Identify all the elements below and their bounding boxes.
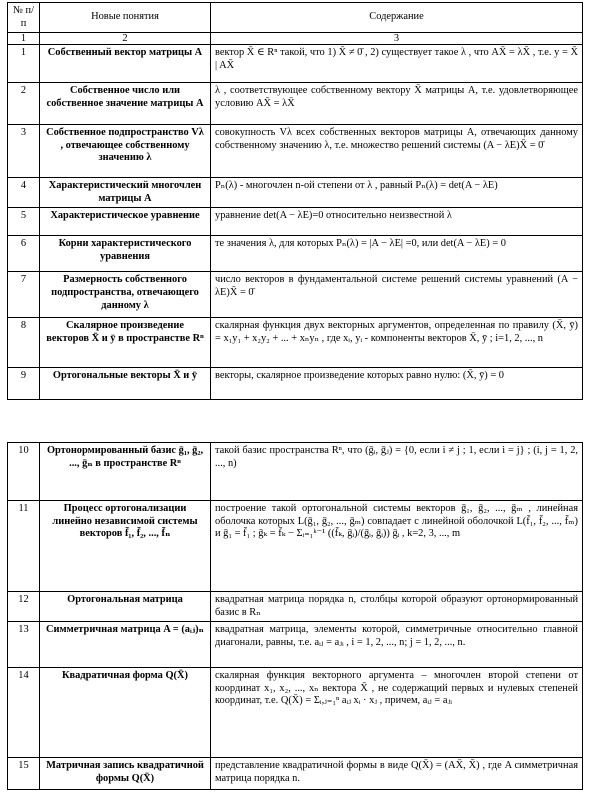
row-number: 14 [8, 668, 40, 758]
concept-definition: число векторов в фундаментальной системе решений системы уравнений (A − λE)X̄ = 0̄ [211, 272, 583, 318]
concept-definition: квадратная матрица порядка n, столбцы которой образуют ортонормированный базис в Rₙ [211, 592, 583, 622]
definitions-table-1 [7, 2, 583, 400]
concept-definition: уравнение det(A − λE)=0 относительно неизвестной λ [211, 208, 583, 236]
column-index: 1 [8, 33, 40, 45]
concept-term: Ортогональная матрица [40, 592, 211, 622]
table-header-row [8, 3, 583, 33]
definitions-table-2 [7, 442, 583, 790]
table-row [8, 236, 583, 272]
table-row [8, 758, 583, 790]
row-number: 10 [8, 443, 40, 501]
row-number: 2 [8, 83, 40, 125]
row-number: 5 [8, 208, 40, 236]
concept-definition: построение такой ортогональной системы векторов ḡ₁, ḡ₂, ..., ḡₘ , линейная оболочка которых L(ḡ₁, ḡ₂, ..., ḡₘ) совпадает с линейной оболочкой L(f̄₁, f̄₂, ..., f̄ₘ) и ḡ₁ = f̄₁ ; ḡₖ = f̄ₖ − Σᵢ₌₁ᵏ⁻¹ ((f̄ₖ, ḡᵢ)/(ḡᵢ, ḡᵢ)) ḡᵢ , k=2, 3, ..., m [211, 501, 583, 592]
concept-term: Ортогональные векторы X̄ и ȳ [40, 368, 211, 400]
concept-definition: те значения λ, для которых Pₙ(λ) = |A − λE| =0, или det(A − λE) = 0 [211, 236, 583, 272]
concept-definition: вектор X̄ ∈ Rⁿ такой, что 1) X̄ ≠ 0̄ , 2) существует такое λ , что AX̄ = λX̄ , т.е. y = X̄ | AX̄ [211, 45, 583, 83]
table-row [8, 501, 583, 592]
table-row [8, 83, 583, 125]
table-row [8, 622, 583, 668]
concept-definition: λ , соответствующее собственному вектору X̄ матрицы A, т.е. удовлетворяющее условию AX̄ = λX̄ [211, 83, 583, 125]
table-row [8, 208, 583, 236]
concept-definition: квадратная матрица, элементы которой, симметричные относительно главной диагонали, равны, т.е. aᵢⱼ = aⱼᵢ , i = 1, 2, ..., n; j = 1, 2, ..., n. [211, 622, 583, 668]
concept-term: Матричная запись квадратичной формы Q(X̄) [40, 758, 211, 790]
row-number: 3 [8, 125, 40, 178]
row-number: 8 [8, 318, 40, 368]
table-row [8, 318, 583, 368]
concept-definition: скалярная функция двух векторных аргументов, определенная по правилу (X̄, ȳ) = x₁y₁ + x₂y₂ + ... + xₙyₙ , где xᵢ, yᵢ - компоненты векторов X̄, ȳ ; i=1, 2, ..., n [211, 318, 583, 368]
concept-term: Процесс ортогонализации линейно независимой системы векторов f̄₁, f̄₂, ..., f̄ₙ [40, 501, 211, 592]
row-number: 11 [8, 501, 40, 592]
concept-term: Корни характеристического уравнения [40, 236, 211, 272]
table-row [8, 592, 583, 622]
concept-term: Симметричная матрица A = (aᵢⱼ)ₙ [40, 622, 211, 668]
concept-term: Ортонормированный базис ḡ₁, ḡ₂, ..., ḡₙ в пространстве Rⁿ [40, 443, 211, 501]
row-number: 7 [8, 272, 40, 318]
concept-definition: скалярная функция векторного аргумента – многочлен второй степени от координат x₁, x₂, ..., xₙ вектора X̄ , не содержащий первых и нулевых степеней координат, т.е. Q(X̄) = Σᵢ,ⱼ₌₁ⁿ aᵢⱼ xᵢ · xⱼ , причем, aᵢⱼ = aⱼᵢ [211, 668, 583, 758]
table-row [8, 668, 583, 758]
column-index: 2 [40, 33, 211, 45]
table-row [8, 125, 583, 178]
concept-term: Характеристическое уравнение [40, 208, 211, 236]
concept-definition: такой базис пространства Rⁿ, что (ḡᵢ, ḡⱼ) = {0, если i ≠ j ; 1, если i = j} ; (i, j = 1, 2, ..., n) [211, 443, 583, 501]
concept-term: Собственный вектор матрицы A [40, 45, 211, 83]
concept-definition: представление квадратичной формы в виде Q(X̄) = (AX̄, X̄) , где A симметричная матрица порядка n. [211, 758, 583, 790]
column-index: 3 [211, 33, 583, 45]
concept-definition: векторы, скалярное произведение которых равно нулю: (X̄, ȳ) = 0 [211, 368, 583, 400]
table-row [8, 443, 583, 501]
concept-definition: совокупность Vλ всех собственных векторов матрицы A, отвечающих данному собственному значению λ, т.е. множество решений системы (A − λE)X̄ = 0̄ [211, 125, 583, 178]
table-row [8, 272, 583, 318]
row-number: 4 [8, 178, 40, 208]
row-number: 12 [8, 592, 40, 622]
row-number: 15 [8, 758, 40, 790]
concept-term: Квадратичная форма Q(X̄) [40, 668, 211, 758]
concept-term: Собственное подпространство Vλ , отвечающее собственному значению λ [40, 125, 211, 178]
concept-term: Скалярное произведение векторов X̄ и ȳ в пространстве Rⁿ [40, 318, 211, 368]
row-number: 6 [8, 236, 40, 272]
header-concepts: Новые понятия [40, 3, 211, 33]
table-row [8, 178, 583, 208]
row-number: 9 [8, 368, 40, 400]
row-number: 13 [8, 622, 40, 668]
row-number: 1 [8, 45, 40, 83]
concept-term: Характеристический многочлен матрицы A [40, 178, 211, 208]
table-row [8, 45, 583, 83]
concept-definition: Pₙ(λ) - многочлен n-ой степени от λ , равный Pₙ(λ) = det(A − λE) [211, 178, 583, 208]
concept-term: Собственное число или собственное значение матрицы A [40, 83, 211, 125]
table-row [8, 368, 583, 400]
concept-term: Размерность собственного подпространства, отвечающего данному λ [40, 272, 211, 318]
header-content: Содержание [211, 3, 583, 33]
column-index-row [8, 33, 583, 45]
header-number: № п/п [8, 3, 40, 33]
